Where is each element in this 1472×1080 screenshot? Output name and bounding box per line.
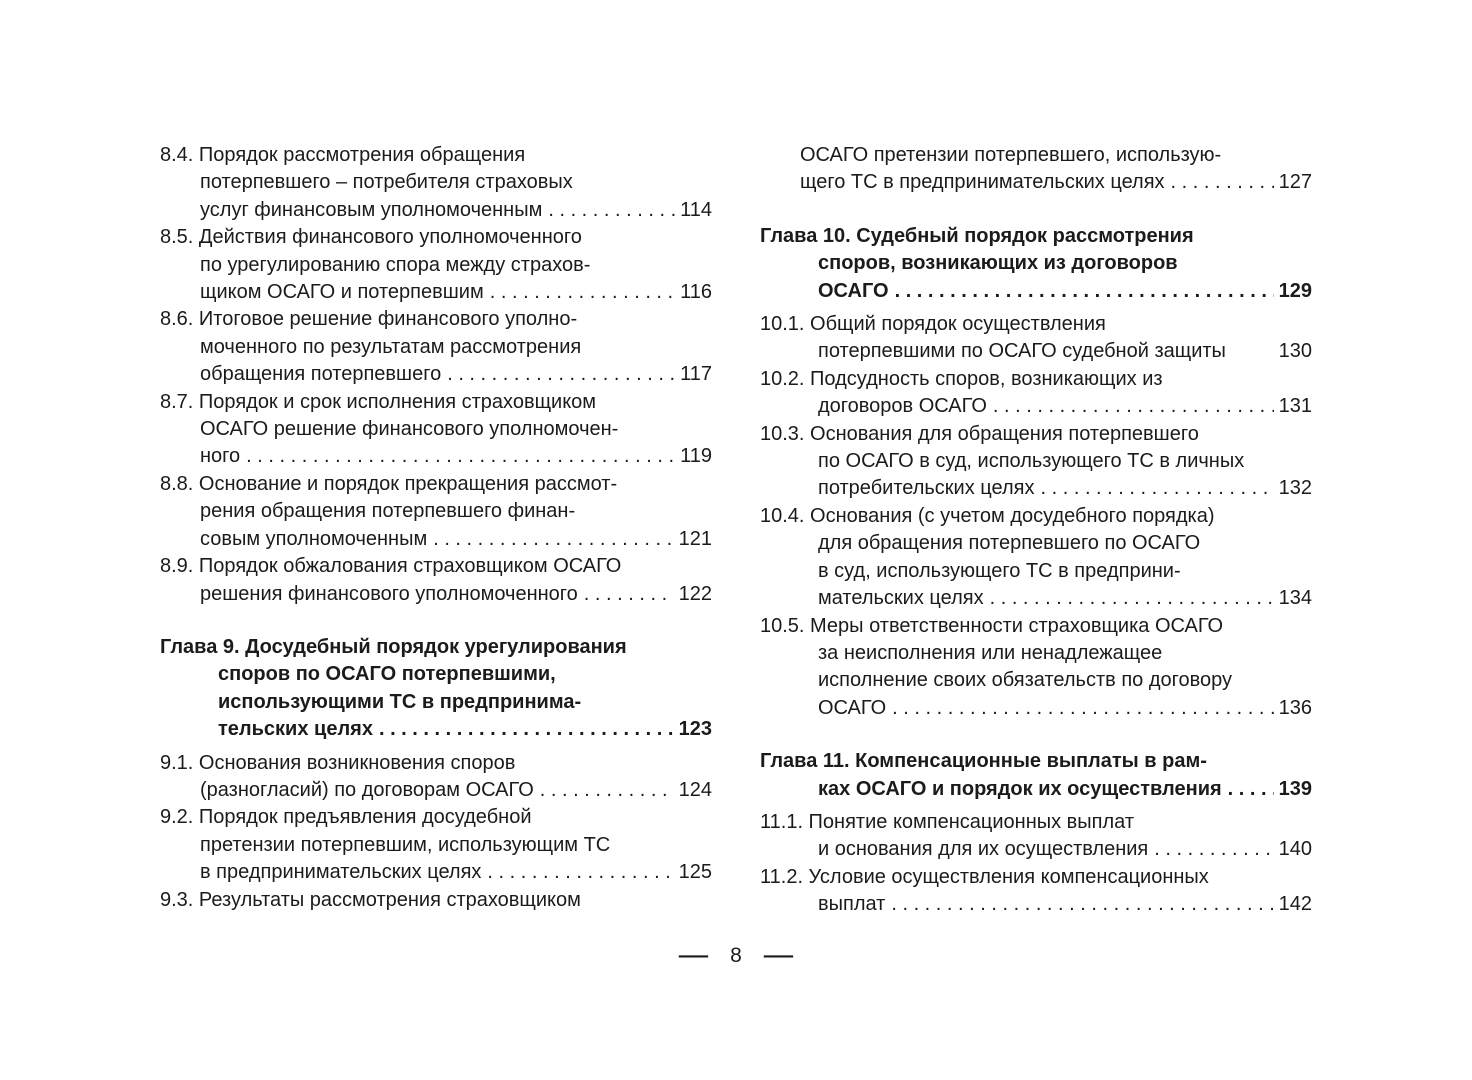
toc-line bbox=[760, 278, 1312, 305]
toc-line-text: 10.1. Общий порядок осуществления bbox=[760, 313, 1106, 336]
page-number: 8 bbox=[730, 944, 742, 967]
footer-dash-left: — bbox=[678, 944, 709, 967]
page-ref: 134 bbox=[1278, 587, 1312, 610]
toc-line-text: для обращения потерпевшего по ОСАГО bbox=[818, 532, 1201, 555]
page-ref: 131 bbox=[1278, 395, 1312, 418]
dot-leader bbox=[379, 716, 674, 743]
toc-line bbox=[160, 581, 712, 608]
toc-line bbox=[160, 553, 712, 580]
dot-leader bbox=[895, 278, 1274, 305]
page-ref: 123 bbox=[678, 718, 712, 741]
toc-line bbox=[160, 832, 712, 859]
toc-line bbox=[160, 361, 712, 388]
page-ref: 127 bbox=[1278, 171, 1312, 194]
page-ref: 121 bbox=[678, 527, 712, 550]
toc-line-text: 8.9. Порядок обжалования страховщиком ОСАГО bbox=[160, 555, 622, 578]
toc-line bbox=[760, 667, 1312, 694]
toc-line bbox=[760, 613, 1312, 640]
toc-line-text: ОСАГО решение финансового уполномочен- bbox=[200, 418, 619, 441]
toc-item-entry bbox=[160, 224, 712, 306]
toc-line-text: Глава 10. Судебный порядок рассмотрения bbox=[760, 224, 1194, 247]
toc-item-entry bbox=[160, 142, 712, 224]
page-ref: 116 bbox=[680, 281, 712, 304]
toc-line bbox=[760, 366, 1312, 393]
page-ref: 114 bbox=[680, 198, 712, 221]
toc-line-text: потерпевшими по ОСАГО судебной защиты bbox=[818, 340, 1226, 363]
toc-line-text: (разногласий) по договорам ОСАГО bbox=[200, 778, 534, 801]
toc-line bbox=[760, 142, 1312, 169]
dot-leader bbox=[1154, 836, 1273, 863]
toc-item-entry bbox=[760, 613, 1312, 723]
toc-line bbox=[160, 306, 712, 333]
toc-item-entry bbox=[760, 366, 1312, 421]
toc-line bbox=[760, 558, 1312, 585]
toc-column-right bbox=[760, 142, 1312, 919]
toc-line-text: рения обращения потерпевшего финан- bbox=[200, 500, 576, 523]
toc-line-text: ОСАГО bbox=[818, 696, 887, 719]
toc-line bbox=[760, 338, 1312, 365]
toc-line-text: и основания для их осуществления bbox=[818, 838, 1149, 861]
toc-line bbox=[760, 475, 1312, 502]
toc-line bbox=[160, 169, 712, 196]
toc-line bbox=[160, 689, 712, 716]
toc-line-text: использующими ТС в предпринима- bbox=[218, 690, 582, 713]
page-ref: 140 bbox=[1278, 838, 1312, 861]
toc-line-text: 10.4. Основания (с учетом досудебного порядка) bbox=[760, 504, 1215, 527]
dot-leader bbox=[487, 859, 673, 886]
toc-line-text: ного bbox=[200, 445, 241, 468]
toc-line bbox=[760, 776, 1312, 803]
toc-line bbox=[760, 640, 1312, 667]
toc-line bbox=[760, 809, 1312, 836]
toc-line bbox=[760, 250, 1312, 277]
dot-leader bbox=[1228, 776, 1274, 803]
toc-line bbox=[160, 859, 712, 886]
page-ref: 142 bbox=[1278, 893, 1312, 916]
page-ref: 117 bbox=[680, 363, 712, 386]
dot-leader bbox=[540, 777, 674, 804]
toc-line-text: по урегулированию спора между страхов- bbox=[200, 253, 591, 276]
toc-line bbox=[160, 279, 712, 306]
toc-line-text: тельских целях bbox=[218, 718, 373, 741]
toc-line-text: споров по ОСАГО потерпевшими, bbox=[218, 663, 556, 686]
toc-item-entry bbox=[160, 750, 712, 805]
toc-line bbox=[160, 887, 712, 914]
toc-line-text: 9.2. Порядок предъявления досудебной bbox=[160, 806, 532, 829]
toc-line bbox=[760, 393, 1312, 420]
toc-line-text: претензии потерпевшим, использующим ТС bbox=[200, 833, 611, 856]
toc-item-entry bbox=[760, 864, 1312, 919]
toc-column-left bbox=[160, 142, 712, 914]
toc-line bbox=[760, 503, 1312, 530]
toc-line-text: выплат bbox=[818, 893, 886, 916]
toc-line bbox=[160, 197, 712, 224]
dot-leader bbox=[1171, 169, 1274, 196]
toc-item-entry bbox=[760, 311, 1312, 366]
toc-line bbox=[760, 421, 1312, 448]
toc-line-text: 8.4. Порядок рассмотрения обращения bbox=[160, 144, 526, 166]
footer-dash-right: — bbox=[763, 944, 794, 967]
page-ref: 132 bbox=[1278, 477, 1312, 500]
dot-leader bbox=[891, 891, 1273, 918]
dot-leader bbox=[584, 581, 674, 608]
toc-line bbox=[160, 471, 712, 498]
toc-chapter-entry bbox=[160, 634, 712, 744]
toc-line bbox=[160, 661, 712, 688]
toc-line bbox=[760, 748, 1312, 775]
toc-line-text: Глава 9. Досудебный порядок урегулирования bbox=[160, 635, 627, 658]
toc-line-text: 10.2. Подсудность споров, возникающих из bbox=[760, 367, 1163, 390]
toc-line-text: 11.2. Условие осуществления компенсационных bbox=[760, 865, 1209, 888]
toc-line bbox=[160, 716, 712, 743]
toc-line-text: потерпевшего – потребителя страховых bbox=[200, 171, 573, 194]
toc-line-text: 9.1. Основания возникновения споров bbox=[160, 751, 516, 774]
toc-line bbox=[160, 498, 712, 525]
toc-line bbox=[760, 864, 1312, 891]
toc-line-text: за неисполнения или ненадлежащее bbox=[818, 641, 1163, 664]
toc-line-text: 8.5. Действия финансового уполномоченного bbox=[160, 226, 582, 249]
toc-line-text: ОСАГО bbox=[818, 279, 889, 302]
toc-line-text: в предпринимательских целях bbox=[200, 861, 482, 884]
toc-item-entry bbox=[160, 389, 712, 471]
toc-item-entry bbox=[160, 887, 712, 914]
dot-leader bbox=[990, 585, 1274, 612]
toc-chapter-entry bbox=[760, 223, 1312, 305]
toc-line-text: 11.1. Понятие компенсационных выплат bbox=[760, 810, 1135, 833]
page-ref: 136 bbox=[1278, 696, 1312, 719]
page-footer bbox=[0, 944, 1472, 968]
page-ref: 122 bbox=[678, 582, 712, 605]
dot-leader bbox=[892, 695, 1273, 722]
toc-line-text: договоров ОСАГО bbox=[818, 395, 987, 418]
toc-line-text: услуг финансовым уполномоченным bbox=[200, 198, 543, 221]
toc-line-text: споров, возникающих из договоров bbox=[818, 252, 1178, 275]
toc-item-entry bbox=[760, 142, 1312, 197]
toc-line-text: 8.6. Итоговое решение финансового уполно- bbox=[160, 308, 578, 331]
toc-line bbox=[160, 389, 712, 416]
toc-line-text: ОСАГО претензии потерпевшего, использую- bbox=[800, 144, 1222, 166]
dot-leader bbox=[447, 361, 675, 388]
toc-line bbox=[760, 169, 1312, 196]
dot-leader bbox=[993, 393, 1274, 420]
toc-line bbox=[160, 750, 712, 777]
page-ref: 139 bbox=[1278, 777, 1312, 800]
toc-line bbox=[160, 634, 712, 661]
toc-line bbox=[160, 224, 712, 251]
dot-leader bbox=[548, 197, 675, 224]
toc-line-text: потребительских целях bbox=[818, 477, 1035, 500]
toc-line bbox=[160, 443, 712, 470]
page-ref: 125 bbox=[678, 861, 712, 884]
toc-line-text: по ОСАГО в суд, использующего ТС в личных bbox=[818, 450, 1245, 473]
toc-line-text: ках ОСАГО и порядок их осуществления bbox=[818, 777, 1222, 800]
toc-line bbox=[160, 526, 712, 553]
toc-line-text: 8.8. Основание и порядок прекращения рассмот- bbox=[160, 472, 618, 495]
toc-line-text: обращения потерпевшего bbox=[200, 363, 442, 386]
toc-chapter-entry bbox=[760, 748, 1312, 803]
toc-line bbox=[160, 142, 712, 169]
toc-line-text: 8.7. Порядок и срок исполнения страховщиком bbox=[160, 390, 597, 413]
toc-item-entry bbox=[760, 421, 1312, 503]
toc-line-text: 10.5. Меры ответственности страховщика ОСАГО bbox=[760, 614, 1224, 637]
toc-line bbox=[760, 311, 1312, 338]
toc-line-text: 9.3. Результаты рассмотрения страховщиком bbox=[160, 888, 581, 911]
toc-item-entry bbox=[760, 809, 1312, 864]
toc-line-text: 10.3. Основания для обращения потерпевшего bbox=[760, 422, 1199, 445]
page-ref: 130 bbox=[1278, 340, 1312, 363]
toc-line-text: в суд, использующего ТС в предприни- bbox=[818, 559, 1181, 582]
toc-line-text: совым уполномоченным bbox=[200, 527, 428, 550]
toc-line-text: щего ТС в предпринимательских целях bbox=[800, 171, 1165, 194]
toc-line bbox=[760, 585, 1312, 612]
dot-leader bbox=[490, 279, 675, 306]
toc-line-text: Глава 11. Компенсационные выплаты в рам- bbox=[760, 750, 1207, 773]
toc-line bbox=[760, 223, 1312, 250]
toc-item-entry bbox=[760, 503, 1312, 613]
dot-leader bbox=[1040, 475, 1273, 502]
toc-item-entry bbox=[160, 306, 712, 388]
toc-line-text: щиком ОСАГО и потерпевшим bbox=[200, 281, 484, 304]
page-ref: 119 bbox=[680, 445, 712, 468]
toc-item-entry bbox=[160, 804, 712, 886]
toc-line bbox=[160, 334, 712, 361]
toc-line bbox=[760, 530, 1312, 557]
dot-leader bbox=[246, 443, 675, 470]
toc-line bbox=[760, 448, 1312, 475]
toc-line-text: моченного по результатам рассмотрения bbox=[200, 335, 582, 358]
toc-line bbox=[760, 695, 1312, 722]
toc-line-text: решения финансового уполномоченного bbox=[200, 582, 578, 605]
toc-line bbox=[160, 804, 712, 831]
toc-line bbox=[760, 891, 1312, 918]
toc-line bbox=[160, 777, 712, 804]
toc-line-text: мательских целях bbox=[818, 587, 984, 610]
page-ref: 129 bbox=[1278, 279, 1312, 302]
page-ref: 124 bbox=[678, 778, 712, 801]
toc-line-text: исполнение своих обязательств по договору bbox=[818, 669, 1233, 692]
toc-line bbox=[160, 252, 712, 279]
toc-line bbox=[160, 416, 712, 443]
toc-item-entry bbox=[160, 553, 712, 608]
dot-leader bbox=[433, 526, 673, 553]
toc-line bbox=[760, 836, 1312, 863]
toc-item-entry bbox=[160, 471, 712, 553]
